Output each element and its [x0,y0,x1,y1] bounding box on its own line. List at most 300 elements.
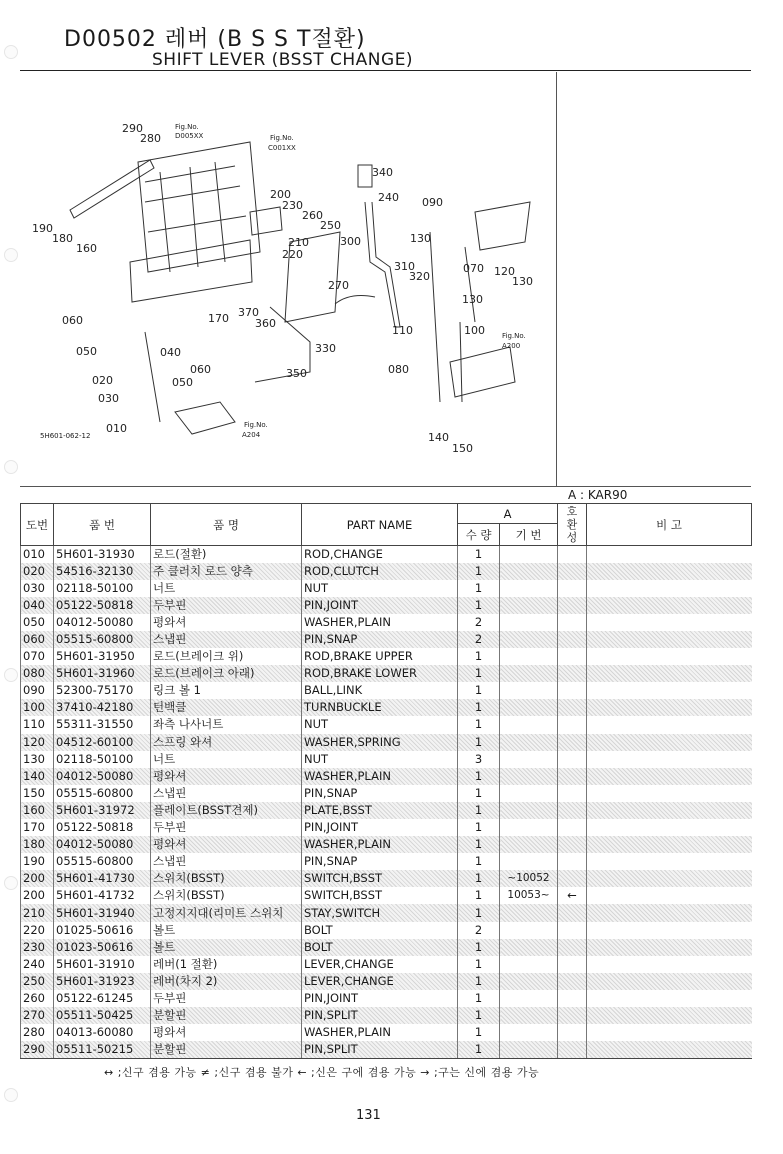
cell-name-kr: 스위치(BSST) [151,870,302,887]
cell-ic [558,682,587,699]
cell-model [500,734,558,751]
svg-text:110: 110 [392,324,413,337]
cell-model [500,716,558,733]
cell-qty: 1 [458,853,500,870]
svg-text:160: 160 [76,242,97,255]
cell-qty: 1 [458,563,500,580]
cell-remarks [587,648,752,665]
cell-part-no: 54516-32130 [54,563,151,580]
cell-remarks [587,836,752,853]
cell-part-name: PLATE,BSST [302,802,458,819]
cell-ic [558,922,587,939]
cell-ic: ← [558,887,587,904]
cell-no: 110 [21,716,54,733]
cell-qty: 1 [458,734,500,751]
cell-remarks [587,922,752,939]
cell-remarks [587,802,752,819]
cell-ic [558,580,587,597]
svg-text:260: 260 [302,209,323,222]
cell-part-name: TURNBUCKLE [302,699,458,716]
table-row [21,887,752,904]
cell-no: 060 [21,631,54,648]
cell-ic [558,665,587,682]
cell-no: 030 [21,580,54,597]
cell-qty: 1 [458,768,500,785]
cell-no: 130 [21,751,54,768]
cell-part-no: 5H601-31950 [54,648,151,665]
cell-model [500,922,558,939]
binder-hole [4,876,18,890]
table-row [21,563,752,580]
svg-text:340: 340 [372,166,393,179]
cell-ic [558,597,587,614]
cell-name-kr: 평와셔 [151,614,302,631]
cell-ic [558,648,587,665]
page-title: D00502 레버 (B S S T절환) [64,27,366,52]
col-header-name-kr: 품 명 [151,504,302,546]
cell-remarks [587,665,752,682]
cell-remarks [587,956,752,973]
cell-qty: 1 [458,648,500,665]
cell-model [500,614,558,631]
page-number: 131 [356,1108,381,1123]
table-row [21,922,752,939]
cell-model: ~10052 [500,870,558,887]
diagram-bottom-rule [20,486,751,487]
table-row [21,819,752,836]
col-header-model: 기 번 [500,524,558,546]
svg-text:310: 310 [394,260,415,273]
svg-text:020: 020 [92,374,113,387]
cell-no: 180 [21,836,54,853]
exploded-parts-diagram [20,72,556,486]
cell-part-no: 5H601-41732 [54,887,151,904]
cell-model [500,546,558,563]
cell-model [500,648,558,665]
cell-qty: 1 [458,887,500,904]
col-header-part-no: 품 번 [54,504,151,546]
svg-text:010: 010 [106,422,127,435]
cell-no: 160 [21,802,54,819]
svg-text:370: 370 [238,306,259,319]
cell-part-name: SWITCH,BSST [302,887,458,904]
cell-name-kr: 평와셔 [151,768,302,785]
cell-part-no: 02118-50100 [54,580,151,597]
svg-text:050: 050 [172,376,193,389]
cell-name-kr: 스위치(BSST) [151,887,302,904]
table-row [21,597,752,614]
cell-no: 150 [21,785,54,802]
table-row [21,665,752,682]
cell-no: 070 [21,648,54,665]
cell-part-name: PIN,JOINT [302,597,458,614]
cell-ic [558,853,587,870]
cell-name-kr: 볼트 [151,922,302,939]
cell-remarks [587,682,752,699]
cell-no: 290 [21,1041,54,1058]
svg-text:270: 270 [328,279,349,292]
table-row [21,631,752,648]
cell-ic [558,939,587,956]
model-note: A : KAR90 [568,488,628,502]
cell-part-name: STAY,SWITCH [302,904,458,921]
cell-no: 050 [21,614,54,631]
page-subtitle: SHIFT LEVER (BSST CHANGE) [152,50,414,70]
table-row [21,956,752,973]
cell-name-kr: 스냅핀 [151,853,302,870]
cell-ic [558,716,587,733]
cell-no: 240 [21,956,54,973]
cell-model [500,682,558,699]
binder-hole [4,460,18,474]
cell-part-no: 05122-50818 [54,597,151,614]
svg-text:060: 060 [190,363,211,376]
svg-text:090: 090 [422,196,443,209]
cell-model [500,785,558,802]
svg-text:Fig.No.: Fig.No. [244,421,268,429]
cell-no: 080 [21,665,54,682]
cell-no: 250 [21,973,54,990]
cell-model [500,1007,558,1024]
svg-text:200: 200 [270,188,291,201]
cell-qty: 1 [458,1007,500,1024]
cell-qty: 1 [458,716,500,733]
cell-remarks [587,990,752,1007]
cell-no: 020 [21,563,54,580]
binder-hole [4,248,18,262]
cell-model [500,939,558,956]
cell-qty: 1 [458,785,500,802]
cell-name-kr: 주 클러치 로드 양측 [151,563,302,580]
binder-hole [4,45,18,59]
cell-model [500,751,558,768]
cell-remarks [587,751,752,768]
cell-part-name: ROD,BRAKE UPPER [302,648,458,665]
cell-ic [558,836,587,853]
cell-part-no: 5H601-31940 [54,904,151,921]
table-row [21,580,752,597]
cell-part-no: 05515-60800 [54,785,151,802]
cell-qty: 1 [458,939,500,956]
cell-ic [558,904,587,921]
cell-part-no: 04013-60080 [54,1024,151,1041]
cell-no: 270 [21,1007,54,1024]
cell-ic [558,1007,587,1024]
cell-name-kr: 스냅핀 [151,631,302,648]
cell-part-name: LEVER,CHANGE [302,973,458,990]
svg-text:D005XX: D005XX [175,132,204,140]
cell-model [500,836,558,853]
diagram-divider [556,72,557,486]
table-row [21,1024,752,1041]
svg-text:330: 330 [315,342,336,355]
cell-model [500,699,558,716]
cell-part-name: PIN,JOINT [302,819,458,836]
cell-qty: 1 [458,990,500,1007]
cell-remarks [587,563,752,580]
cell-part-no: 05515-60800 [54,853,151,870]
cell-part-no: 05515-60800 [54,631,151,648]
cell-remarks [587,768,752,785]
cell-name-kr: 볼트 [151,939,302,956]
cell-part-name: BALL,LINK [302,682,458,699]
cell-remarks [587,631,752,648]
table-row [21,853,752,870]
table-row [21,734,752,751]
svg-text:100: 100 [464,324,485,337]
col-header-interchange: 호 환 성 [558,504,587,546]
cell-part-name: SWITCH,BSST [302,870,458,887]
col-header-no: 도번 [21,504,54,546]
svg-text:220: 220 [282,248,303,261]
cell-ic [558,768,587,785]
cell-ic [558,870,587,887]
svg-text:300: 300 [340,235,361,248]
cell-no: 090 [21,682,54,699]
cell-remarks [587,853,752,870]
cell-no: 040 [21,597,54,614]
cell-remarks [587,887,752,904]
cell-ic [558,546,587,563]
cell-model [500,1024,558,1041]
cell-part-name: NUT [302,716,458,733]
cell-part-no: 04012-50080 [54,836,151,853]
cell-name-kr: 분할핀 [151,1041,302,1058]
cell-remarks [587,597,752,614]
cell-no: 210 [21,904,54,921]
cell-part-no: 01023-50616 [54,939,151,956]
cell-qty: 1 [458,1041,500,1058]
cell-qty: 2 [458,922,500,939]
cell-ic [558,563,587,580]
cell-qty: 1 [458,956,500,973]
svg-text:140: 140 [428,431,449,444]
cell-name-kr: 스냅핀 [151,785,302,802]
svg-text:070: 070 [463,262,484,275]
table-row [21,802,752,819]
cell-ic [558,819,587,836]
svg-text:320: 320 [409,270,430,283]
compatibility-legend: ↔ ;신구 겸용 가능 ≠ ;신구 겸용 불가 ← ;신은 구에 겸용 가능 → ;구는 신에 겸용 가능 [104,1066,540,1079]
cell-part-no: 37410-42180 [54,699,151,716]
svg-text:360: 360 [255,317,276,330]
table-row [21,990,752,1007]
cell-model [500,973,558,990]
svg-text:A204: A204 [242,431,261,439]
diagram-ref-code: 5H601-062-12 [40,432,91,440]
cell-ic [558,699,587,716]
cell-remarks [587,614,752,631]
cell-model [500,802,558,819]
cell-ic [558,973,587,990]
svg-text:040: 040 [160,346,181,359]
binder-hole [4,668,18,682]
table-row [21,939,752,956]
svg-text:C001XX: C001XX [268,144,296,152]
cell-name-kr: 평와셔 [151,1024,302,1041]
cell-model [500,580,558,597]
cell-qty: 1 [458,580,500,597]
svg-text:130: 130 [512,275,533,288]
cell-ic [558,614,587,631]
cell-part-name: WASHER,PLAIN [302,836,458,853]
cell-qty: 1 [458,699,500,716]
cell-part-name: PIN,SNAP [302,853,458,870]
cell-part-name: WASHER,PLAIN [302,614,458,631]
svg-text:030: 030 [98,392,119,405]
svg-text:240: 240 [378,191,399,204]
cell-part-name: NUT [302,580,458,597]
cell-ic [558,751,587,768]
cell-remarks [587,716,752,733]
cell-name-kr: 로드(브레이크 아래) [151,665,302,682]
cell-remarks [587,785,752,802]
cell-no: 230 [21,939,54,956]
cell-qty: 3 [458,751,500,768]
table-row [21,614,752,631]
cell-part-name: WASHER,PLAIN [302,1024,458,1041]
cell-qty: 1 [458,597,500,614]
cell-no: 010 [21,546,54,563]
svg-text:230: 230 [282,199,303,212]
cell-model [500,768,558,785]
cell-remarks [587,819,752,836]
cell-remarks [587,1024,752,1041]
cell-part-no: 04512-60100 [54,734,151,751]
cell-model [500,563,558,580]
cell-name-kr: 두부핀 [151,597,302,614]
cell-model [500,853,558,870]
cell-qty: 1 [458,802,500,819]
parts-table [20,503,752,1059]
svg-text:250: 250 [320,219,341,232]
cell-model [500,597,558,614]
svg-text:Fig.No.: Fig.No. [270,134,294,142]
cell-ic [558,1024,587,1041]
cell-qty: 1 [458,819,500,836]
cell-model [500,904,558,921]
cell-remarks [587,546,752,563]
cell-ic [558,631,587,648]
cell-remarks [587,734,752,751]
cell-name-kr: 두부핀 [151,990,302,1007]
svg-text:150: 150 [452,442,473,455]
cell-no: 280 [21,1024,54,1041]
binder-hole [4,1088,18,1102]
svg-text:290: 290 [122,122,143,135]
svg-text:210: 210 [288,236,309,249]
svg-text:Fig.No.: Fig.No. [175,123,199,131]
cell-qty: 1 [458,973,500,990]
cell-part-name: PIN,SPLIT [302,1007,458,1024]
table-row [21,682,752,699]
cell-no: 200 [21,870,54,887]
col-header-remarks: 비 고 [587,504,752,546]
table-row [21,716,752,733]
cell-part-name: ROD,BRAKE LOWER [302,665,458,682]
cell-part-no: 01025-50616 [54,922,151,939]
svg-text:280: 280 [140,132,161,145]
cell-model [500,956,558,973]
cell-remarks [587,1041,752,1058]
svg-text:350: 350 [286,367,307,380]
cell-remarks [587,580,752,597]
cell-remarks [587,939,752,956]
col-header-part-name: PART NAME [302,504,458,546]
table-row [21,1007,752,1024]
cell-model [500,819,558,836]
cell-name-kr: 스프링 와셔 [151,734,302,751]
cell-ic [558,785,587,802]
cell-part-no: 05511-50425 [54,1007,151,1024]
cell-part-name: BOLT [302,922,458,939]
cell-part-name: PIN,SNAP [302,785,458,802]
cell-no: 190 [21,853,54,870]
cell-model [500,631,558,648]
cell-part-no: 04012-50080 [54,614,151,631]
cell-part-name: ROD,CHANGE [302,546,458,563]
cell-no: 140 [21,768,54,785]
cell-part-no: 5H601-31960 [54,665,151,682]
cell-remarks [587,904,752,921]
cell-name-kr: 로드(절환) [151,546,302,563]
cell-no: 260 [21,990,54,1007]
cell-part-no: 5H601-31923 [54,973,151,990]
cell-qty: 1 [458,665,500,682]
cell-remarks [587,973,752,990]
cell-name-kr: 링크 볼 1 [151,682,302,699]
cell-no: 100 [21,699,54,716]
table-row [21,648,752,665]
cell-ic [558,802,587,819]
cell-name-kr: 평와셔 [151,836,302,853]
cell-model [500,990,558,1007]
cell-no: 200 [21,887,54,904]
cell-name-kr: 레버(1 절환) [151,956,302,973]
table-row [21,870,752,887]
table-row [21,836,752,853]
cell-part-no: 05511-50215 [54,1041,151,1058]
cell-part-no: 5H601-31972 [54,802,151,819]
cell-qty: 1 [458,870,500,887]
cell-part-no: 5H601-31930 [54,546,151,563]
svg-text:190: 190 [32,222,53,235]
cell-name-kr: 로드(브레이크 위) [151,648,302,665]
cell-part-name: PIN,SNAP [302,631,458,648]
cell-qty: 1 [458,546,500,563]
cell-part-name: PIN,JOINT [302,990,458,1007]
svg-text:130: 130 [462,293,483,306]
cell-part-no: 52300-75170 [54,682,151,699]
svg-text:130: 130 [410,232,431,245]
cell-part-no: 5H601-31910 [54,956,151,973]
table-row [21,904,752,921]
cell-name-kr: 분할핀 [151,1007,302,1024]
cell-part-name: PIN,SPLIT [302,1041,458,1058]
cell-part-no: 02118-50100 [54,751,151,768]
cell-ic [558,734,587,751]
svg-text:120: 120 [494,265,515,278]
cell-name-kr: 턴백클 [151,699,302,716]
cell-name-kr: 플레이트(BSST견제) [151,802,302,819]
cell-ic [558,1041,587,1058]
table-row [21,785,752,802]
cell-model [500,1041,558,1058]
cell-name-kr: 너트 [151,580,302,597]
cell-ic [558,990,587,1007]
table-row [21,1041,752,1058]
cell-part-no: 55311-31550 [54,716,151,733]
